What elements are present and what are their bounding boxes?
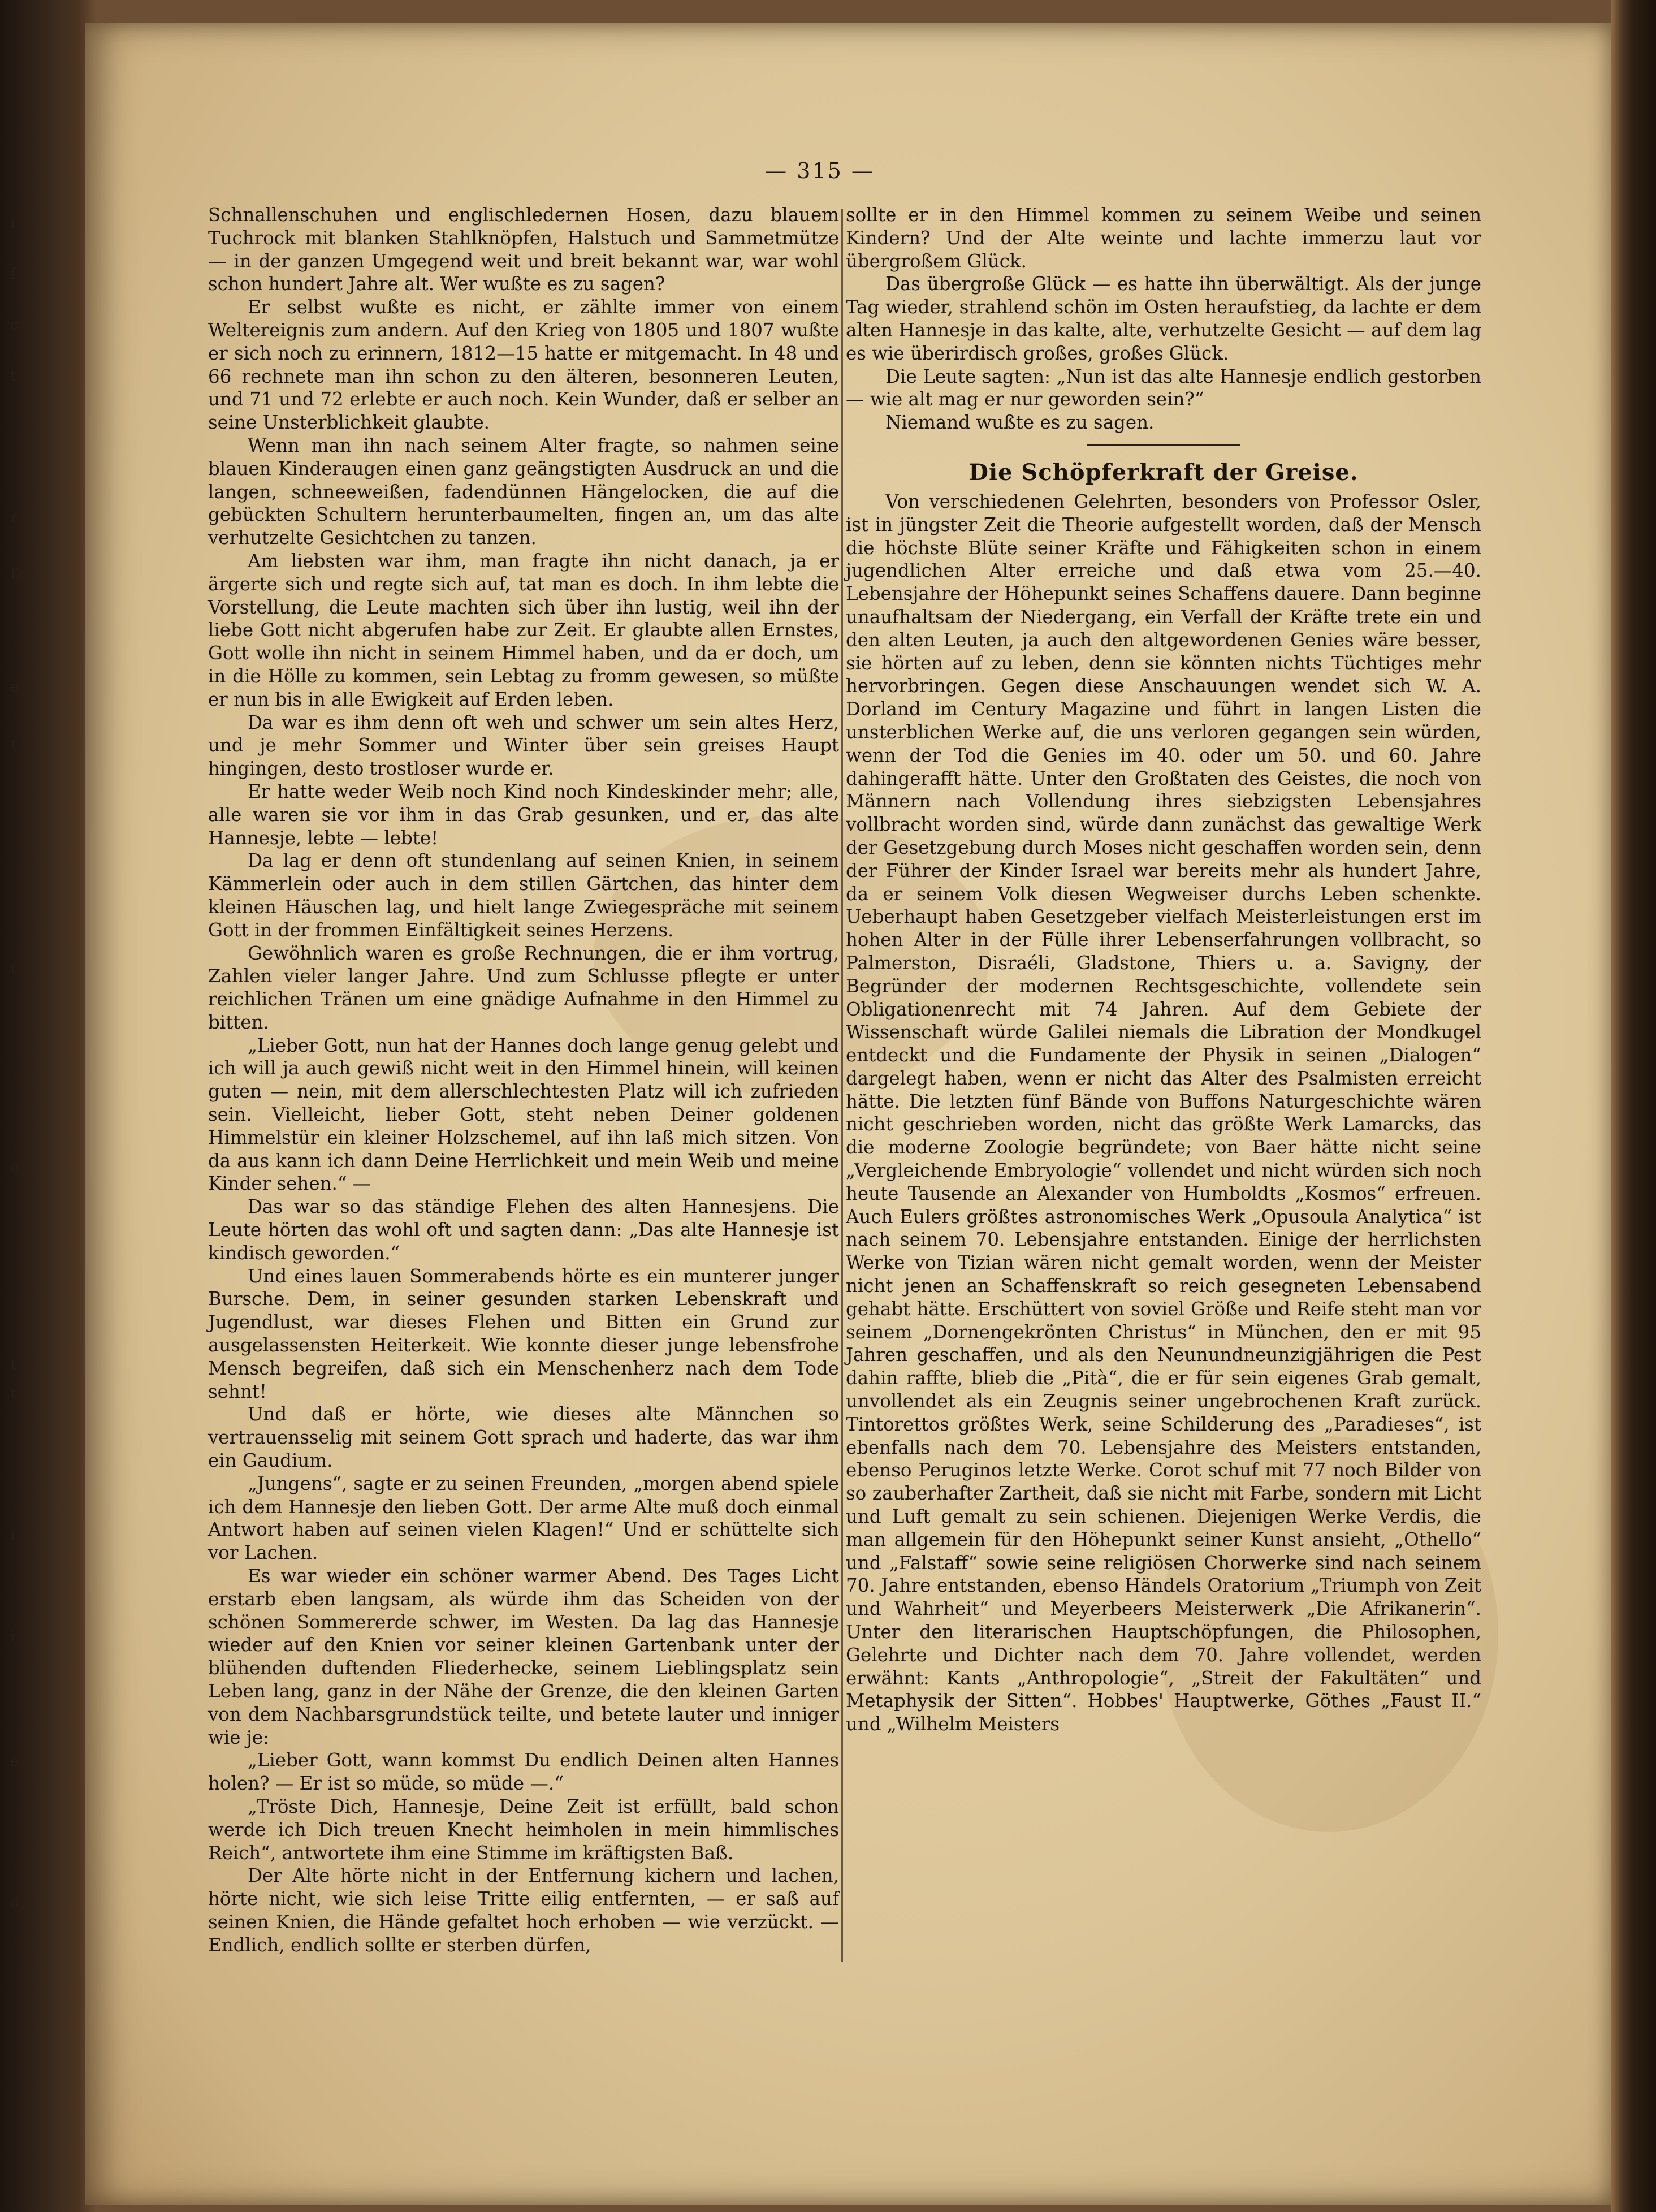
page-number: — 315 —	[765, 158, 875, 183]
margin-fragment: f	[10, 266, 16, 283]
paragraph: Niemand wußte es zu sagen.	[885, 412, 1155, 434]
paragraph: Gewöhnlich waren es große Rechnungen, die er ihm vortrug, Zahlen vieler langer Jahre. Und zum Schlusse pflegte er unter reichlichen Tränen um eine gnädige Aufnahme in den Himmel zu bitten.	[208, 942, 839, 1033]
paragraph: Er hatte weder Weib noch Kind noch Kindeskinder mehr; alle, alle waren sie vor ihm in das Grab gesunken, und er, das alte Hannesje, lebte — lebte!	[208, 780, 839, 849]
paragraph: Die Leute sagten: „Nun ist das alte Hannesje endlich gestorben — wie alt mag er nur geworden sein?“	[846, 365, 1481, 411]
article-heading: Die Schöpferkraft der Greise.	[968, 459, 1359, 486]
margin-fragment: c	[10, 317, 19, 334]
paragraph: Und daß er hörte, wie dieses alte Männchen so vertrauensselig mit seinem Gott sprach und haderte, das war ihm ein Gaudium.	[208, 1403, 839, 1472]
margin-fragment: t	[10, 1385, 16, 1402]
paragraph: „Jungens“, sagte er zu seinen Freunden, „morgen abend spiele ich dem Hannesje den lieben Gott. Der arme Alte muß doch einmal Antwort haben auf seinen vielen Klagen!“ Und er schüttelte sich vor Lachen.	[208, 1472, 839, 1564]
margin-fragment: e	[10, 679, 19, 695]
paragraph: Er selbst wußte es nicht, er zählte immer von einem Weltereignis zum andern. Auf den Krieg von 1805 und 1807 wußte er sich noch zu erinnern, 1812—15 hatte er mitgemacht. In 48 und 66 rechnete man ihn schon zu den älteren, besonneren Leuten, und 71 und 72 erlebte er auch noch. Kein Wunder, daß er selber an seine Unsterblichkeit glaubte.	[208, 296, 839, 434]
book-edge-right	[1611, 0, 1656, 2212]
margin-fragment: i	[10, 1527, 15, 1544]
paragraph: Von verschiedenen Gelehrten, besonders von Professor Osler, ist in jüngster Zeit die Theorie aufgestellt worden, daß der Mensch die höchste Blüte seiner Kräfte und Fähigkeiten schon in einem jugendlichen Alter erreiche und daß etwa vom 25.—40. Lebensjahre der Höhepunkt seines Schaffens dauere. Dann beginne unaufhaltsam der Niedergang, ein Verfall der Kräfte trete ein und den alten Leuten, ja auch den altgewordenen Genies wäre besser, sie hörten auf zu leben, denn sie könnten nichts Tüchtiges mehr hervorbringen. Gegen diese Anschauungen wendet sich W. A. Dorland im Century Magazine und führt in langen Listen die unsterblichen Werke auf, die uns verloren gegangen sein würden, wenn der Tod die Genies im 40. oder um 50. und 60. Jahre dahingerafft hätte. Unter den Großtaten des Geistes, die noch von Männern nach Vollendung ihres siebzigsten Lebensjahres vollbracht worden sind, würde dann zunächst das gewaltige Werk der Gesetzgebung durch Moses nicht geschaffen worden sein, denn der Führer der Kinder Israel war bereits mehr als hundert Jahre, da er seinem Volk diesen Wegweiser durchs Leben schenkte. Ueberhaupt haben Gesetzgeber vielfach Meisterleistungen erst im hohen Alter in der Fülle ihrer Lebenserfahrungen vollbracht, so Palmerston, Disraéli, Gladstone, Thiers u. a. Savigny, der Begründer der modernen Rechtsgeschichte, vollendete sein Obligationenrecht mit 74 Jahren. Auf dem Gebiete der Wissenschaft würde Galilei niemals die Libration der Mondkugel entdeckt und die Fundamente der Physik in seinen „Dialogen“ dargelegt haben, wenn er nicht das Alter des Psalmisten erreicht hätte. Die letzten fünf Bände von Buffons Naturgeschichte wären nicht geschrieben worden, nicht das größte Werk Lamarcks, das die moderne Zoologie begründete; von Baer hätte nicht seine „Vergleichende Embryologie“ vollendet und nicht würden sich noch heute Tausende an Alexander von Humboldts „Kosmos“ erfreuen. Auch Eulers größtes astronomisches Werk „Opusoula Analytica“ ist nach seinem 70. Lebensjahre entstanden. Einige der herrlichsten Werke von Tizian wären nicht gemalt worden, wenn der Meister nicht jenen an Schaffenskraft so reich gesegneten Lebensabend gehabt hätte. Erschüttert von soviel Größe und Reife steht man vor seinem „Dornengekrönten Christus“ in München, den er mit 95 Jahren geschaffen, und als den Neunundneunzigjährigen die Pest dahin raffte, blieb die „Pità“, die er für sein eigenes Grab gemalt, unvollendet als ein Zeugnis seiner ungebrochenen Kraft zurück. Tintorettos größtes Werk, seine Schilderung des „Paradieses“, ist ebenfalls nach dem 70. Lebensjahre des Meisters entstanden, ebenso Peruginos letzte Werke. Corot schuf mit 77 noch Bilder von so zauberhafter Zartheit, daß sie nicht mit Farbe, sondern mit Licht und Luft gemalt zu sein schienen. Diejenigen Werke Verdis, die man allgemein für den Höhepunkt seiner Kunst ansieht, „Othello“ und „Falstaff“ sowie seine religiösen Chorwerke sind nach seinem 70. Jahre entstanden, ebenso Händels Oratorium „Triumph von Zeit und Wahrheit“ und Meyerbeers Meisterwerk „Die Afrikanerin“. Unter den literarischen Hauptschöpfungen, die Philosophen, Gelehrte und Dichter nach dem 70. Jahre vollendet, werden erwähnt: Kants „Anthropologie“, „Streit der Fakultäten“ und Metaphysik der Sitten“. Hobbes' Hauptwerke, Göthes „Faust II.“ und „Wilhelm Meisters	[846, 490, 1481, 1735]
paragraph: Da war es ihm denn oft weh und schwer um sein altes Herz, und je mehr Sommer und Winter über sein greises Haupt hingingen, desto trostloser wurde er.	[208, 711, 839, 780]
paragraph: „Tröste Dich, Hannesje, Deine Zeit ist erfüllt, bald schon werde ich Dich treuen Knecht heimholen in mein himmlisches Reich“, antwortete ihm eine Stimme im kräftigsten Baß.	[208, 1795, 839, 1864]
margin-fragment: e	[10, 1753, 19, 1770]
paragraph: Es war wieder ein schöner warmer Abend. Des Tages Licht erstarb eben langsam, als würde ihm das Scheiden von der schönen Sommererde schwer, im Westen. Da lag das Hannesje wieder auf den Knien vor seiner kleinen Gartenbank unter der blühenden duftenden Fliederhecke, seinem Lieblingsplatz sein Leben lang, ganz in der Nähe der Grenze, die den kleinen Garten von dem Nachbarsgrundstück teilte, und betete lauter und inniger wie je:	[208, 1565, 839, 1748]
facing-page-edge	[0, 0, 85, 2212]
margin-fragment: t	[10, 368, 16, 384]
paragraph: Und eines lauen Sommerabends hörte es ein munterer junger Bursche. Dem, in seiner gesunden starken Lebenskraft und Jugendlust, war dieses Flehen und Bitten ein Grund zur ausgelassensten Heiterkeit. Wie konnte dieser junge lebensfrohe Mensch begreifen, daß sich ein Menschenherz nach dem Tode sehnt!	[208, 1265, 839, 1402]
margin-fragment: r	[10, 735, 18, 752]
paragraph: Der Alte hörte nicht in der Entfernung kichern und lachen, hörte nicht, wie sich leise Tritte eilig entfernten, — er saß auf seinen Knien, die Hände gefaltet hoch erhoben — wie verzückt. — Endlich, endlich sollte er sterben dürfen,	[208, 1865, 839, 1956]
margin-fragment: e	[10, 1159, 19, 1176]
paragraph: sollte er in den Himmel kommen zu seinem Weibe und seinen Kindern? Und der Alte weinte und lachte immerzu laut vor übergroßem Glück.	[846, 204, 1481, 272]
paragraph: „Lieber Gott, wann kommst Du endlich Deinen alten Hannes holen? — Er ist so müde, so müde —.“	[208, 1749, 839, 1795]
paragraph: Da lag er denn oft stundenlang auf seinen Knien, in seinem Kämmerlein oder auch in dem stillen Gärtchen, das hinter dem kleinen Häuschen lag, und hielt lange Zwiegespräche mit seinem Gott in der frommen Einfältigkeit seines Herzens.	[208, 850, 839, 941]
paragraph: Schnallenschuhen und englischledernen Hosen, dazu blauem Tuchrock mit blanken Stahlknöpfen, Halstuch und Sammetmütze — in der ganzen Umgegend weit und breit bekannt war, war wohl schon hundert Jahre alt. Wer wußte es zu sagen?	[208, 204, 839, 295]
paragraph: Das war so das ständige Flehen des alten Hannesjens. Die Leute hörten das wohl oft und sagten dann: „Das alte Hannesje ist kindisch geworden.“	[208, 1196, 839, 1264]
margin-fragment: r	[10, 509, 18, 526]
section-rule	[1087, 444, 1240, 446]
margin-fragment: D	[10, 565, 22, 582]
margin-fragment: d	[10, 1894, 20, 1911]
column-divider	[841, 209, 843, 1962]
paragraph: „Lieber Gott, nun hat der Hannes doch lange genug gelebt und ich will ja auch gewiß nicht weit in den Himmel hinein, will keinen guten — nein, mit dem allerschlechtesten Platz will ich zufrieden sein. Vielleicht, lieber Gott, steht neben Deiner goldenen Himmelstür ein kleiner Holzschemel, auf ihn laß mich sitzen. Von da aus kann ich dann Deine Herrlichkeit und mein Weib und meine Kinder sehen.“ —	[208, 1034, 839, 1195]
margin-fragment: t	[10, 1357, 16, 1374]
paragraph: Das übergroße Glück — es hatte ihn überwältigt. Als der junge Tag wieder, strahlend schön im Osten heraufstieg, da lachte er dem alten Hannesje in das kalte, alte, verhutzelte Gesicht — auf dem lag es wie überirdisch großes, großes Glück.	[846, 273, 1481, 364]
paragraph: Wenn man ihn nach seinem Alter fragte, so nahmen seine blauen Kinderaugen einen ganz geängstigten Ausdruck an und die langen, schneeweißen, fadendünnen Hängelocken, die auf die gebückten Schultern herunterbaumelten, fingen an, um das alte verhutzelte Gesichtchen zu tanzen.	[208, 434, 839, 549]
margin-fragment: i	[10, 961, 15, 978]
right-text-column	[846, 204, 1481, 1736]
margin-fragment: i	[10, 215, 15, 232]
margin-fragment: i	[10, 1628, 15, 1645]
left-text-column	[208, 204, 839, 1957]
paragraph: Am liebsten war ihm, man fragte ihn nicht danach, ja er ärgerte sich und regte sich auf, tat man es doch. In ihm lebte die Vorstellung, die Leute machten sich über ihn lustig, weil ihn der liebe Gott nicht abgerufen habe zur Zeit. Er glaubte allen Ernstes, Gott wolle ihn nicht in seinem Himmel haben, und da er doch, um in die Hölle zu kommen, sein Lebtag zu fromm gewesen, so müßte er nun bis in alle Ewigkeit auf Erden leben.	[208, 550, 839, 710]
